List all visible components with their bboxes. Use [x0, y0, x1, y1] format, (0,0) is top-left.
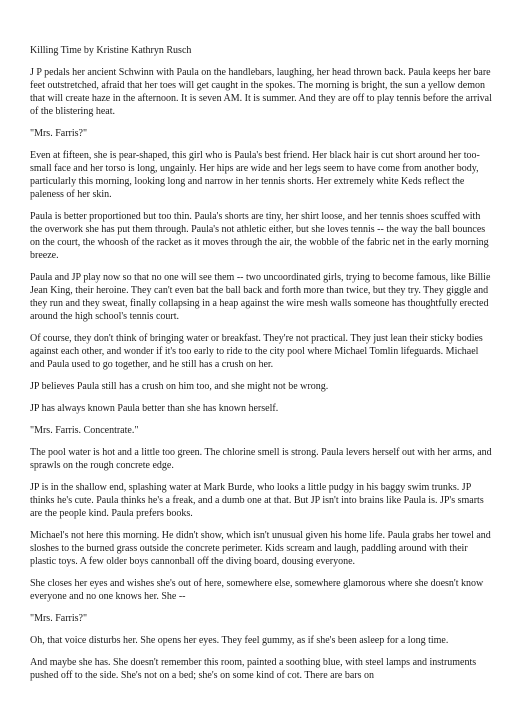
- paragraph: The pool water is hot and a little too green. The chlorine smell is strong. Paula levers herself out with her arms, and sprawls on the rough concrete edge.: [30, 447, 492, 471]
- paragraph: "Mrs. Farris?": [30, 128, 88, 139]
- paragraph: She closes her eyes and wishes she's out of here, somewhere else, somewhere glamorous where she doesn't know everyone and no one knows her. She --: [30, 578, 484, 602]
- paragraph: Oh, that voice disturbs her. She opens her eyes. They feel gummy, as if she's been asleep for a long time.: [30, 635, 449, 646]
- paragraph: Paula and JP play now so that no one will see them -- two uncoordinated girls, trying to become famous, like Billie Jean King, their heroine. They can't even bat the ball back and forth more than twice, but they try. They giggle and they run and they sweat, finally collapsing in a heap against the wire mesh walls someone has thoughtfully erected around the high school's tennis court.: [30, 272, 491, 322]
- paragraph: "Mrs. Farris?": [30, 613, 88, 624]
- document-page: [30, 44, 492, 691]
- paragraph: JP believes Paula still has a crush on him too, and she might not be wrong.: [30, 381, 329, 392]
- paragraph: And maybe she has. She doesn't remember this room, painted a soothing blue, with steel lamps and instruments pushed off to the side. She's not on a bed; she's on some kind of cot. There are bars on: [30, 657, 477, 681]
- paragraph: JP has always known Paula better than she has known herself.: [30, 403, 279, 414]
- document-title: Killing Time by Kristine Kathryn Rusch: [30, 45, 192, 56]
- paragraph: "Mrs. Farris. Concentrate.": [30, 425, 139, 436]
- paragraph: JP is in the shallow end, splashing water at Mark Burde, who looks a little pudgy in his baggy swim trunks. JP thinks he's cute. Paula thinks he's a freak, and a dumb one at that. But JP isn't into brains like Paula is. JP's smarts are the people kind. Paula prefers books.: [30, 482, 484, 519]
- paragraph: Michael's not here this morning. He didn't show, which isn't unusual given his home life. Paula grabs her towel and sloshes to the burned grass outside the concrete perimeter. Kids scream and laugh, paddling around with their plastic toys. A few older boys cannonball off the diving board, dousing everyone.: [30, 530, 491, 567]
- paragraph: Of course, they don't think of bringing water or breakfast. They're not practical. They just lean their sticky bodies against each other, and wonder if it's too early to ride to the city pool where Michael Tomlin lifeguards. Michael and Paula used to go together, and he still has a crush on her.: [30, 333, 483, 370]
- paragraph: Even at fifteen, she is pear-shaped, this girl who is Paula's best friend. Her black hair is cut short around her too-small face and her torso is long, ungainly. Her hips are wide and her legs seem to have come from another body, particularly this morning, looking long and narrow in her tennis shorts. Her extremely white Keds reflect the paleness of her skin.: [30, 150, 480, 200]
- paragraph: Paula is better proportioned but too thin. Paula's shorts are tiny, her shirt loose, and her tennis shoes scuffed with the overwork she has put them through. Paula's not athletic either, but she loves tennis -- the way the ball bounces on the court, the whoosh of the racket as it moves through the air, the wobble of the fabric net in the early morning breeze.: [30, 211, 489, 261]
- paragraph: J P pedals her ancient Schwinn with Paula on the handlebars, laughing, her head thrown back. Paula keeps her bare feet outstretched, afraid that her toes will get caught in the spokes. The morning is bright, the sun a yellow demon that will create haze in the afternoon. It is seven AM. It is summer. And they are off to play tennis before the arrival of the blistering heat.: [30, 67, 492, 117]
